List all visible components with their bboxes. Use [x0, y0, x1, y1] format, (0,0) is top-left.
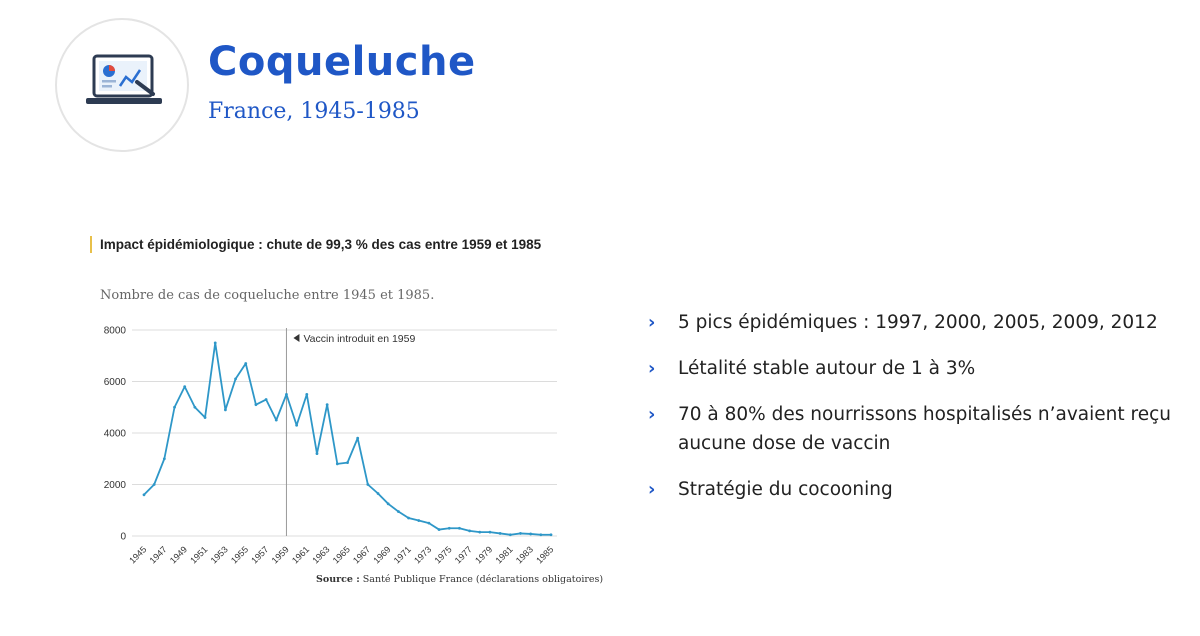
bullet-item: [648, 354, 1188, 383]
chart-grid: [132, 330, 557, 536]
y-tick-label: 8000: [103, 325, 126, 337]
chart-source: [316, 574, 603, 585]
y-tick-label: 4000: [103, 428, 126, 440]
x-tick-label: 1953: [208, 544, 230, 566]
x-tick-label: 1947: [147, 544, 169, 566]
bullet-item: [648, 400, 1188, 458]
series-line-cases: [144, 343, 551, 535]
x-tick-label: 1949: [167, 544, 190, 566]
page-title: Coqueluche: [208, 39, 476, 85]
x-tick-label: 1959: [269, 544, 291, 566]
chevron-right-icon: ›: [648, 312, 656, 333]
source-label: Source :: [316, 574, 360, 585]
x-tick-label: 1951: [188, 544, 210, 566]
x-tick-label: 1965: [330, 544, 352, 566]
x-tick-label: 1957: [249, 544, 271, 566]
x-tick-label: 1955: [228, 544, 251, 566]
bullet-text: 5 pics épidémiques : 1997, 2000, 2005, 2009, 2012: [678, 312, 1158, 333]
x-tick-label: 1971: [391, 544, 413, 566]
bullet-text: 70 à 80% des nourrissons hospitalisés n’avaient reçu aucune dose de vaccin: [678, 404, 1171, 454]
chart-heading: Impact épidémiologique : chute de 99,3 % des cas entre 1959 et 1985: [90, 236, 555, 253]
x-tick-label: 1985: [534, 544, 556, 566]
chevron-right-icon: ›: [648, 404, 656, 425]
page-subtitle: France, 1945-1985: [208, 99, 420, 124]
bullet-item: [648, 308, 1188, 337]
x-tick-label: 1977: [452, 544, 475, 566]
x-tick-label: 1963: [310, 544, 332, 566]
cases-line-chart: [90, 318, 565, 574]
chevron-right-icon: ›: [648, 358, 656, 379]
bullet-text: Stratégie du cocooning: [678, 479, 893, 500]
vaccine-marker-arrow: [293, 334, 299, 342]
x-tick-label: 1979: [473, 544, 495, 566]
bullet-list: [648, 308, 1188, 521]
y-axis-ticks: [104, 326, 127, 543]
y-tick-label: 2000: [103, 480, 126, 491]
chart-points: [143, 341, 553, 536]
x-tick-label: 1981: [493, 544, 515, 566]
bullet-item: [648, 475, 1188, 504]
y-tick-label: 0: [120, 531, 126, 543]
x-tick-label: 1969: [371, 544, 393, 566]
x-tick-label: 1967: [351, 544, 373, 566]
vaccine-annotation: Vaccin introduit en 1959: [303, 333, 416, 345]
bullet-text: Létalité stable autour de 1 à 3%: [678, 358, 976, 379]
source-text: Santé Publique France (déclarations obligatoires): [362, 574, 604, 585]
x-tick-label: 1973: [412, 544, 434, 566]
x-tick-label: 1945: [127, 544, 149, 566]
x-axis-ticks: [127, 544, 555, 565]
chart-heading-block: [90, 236, 560, 253]
x-tick-label: 1975: [432, 544, 454, 566]
x-tick-label: 1961: [289, 544, 312, 566]
laptop-analytics-icon: [55, 18, 189, 152]
chevron-right-icon: ›: [648, 479, 656, 500]
chart-caption: Nombre de cas de coqueluche entre 1945 et 1985.: [100, 288, 435, 303]
y-tick-label: 6000: [103, 377, 126, 388]
x-tick-label: 1983: [513, 544, 536, 566]
